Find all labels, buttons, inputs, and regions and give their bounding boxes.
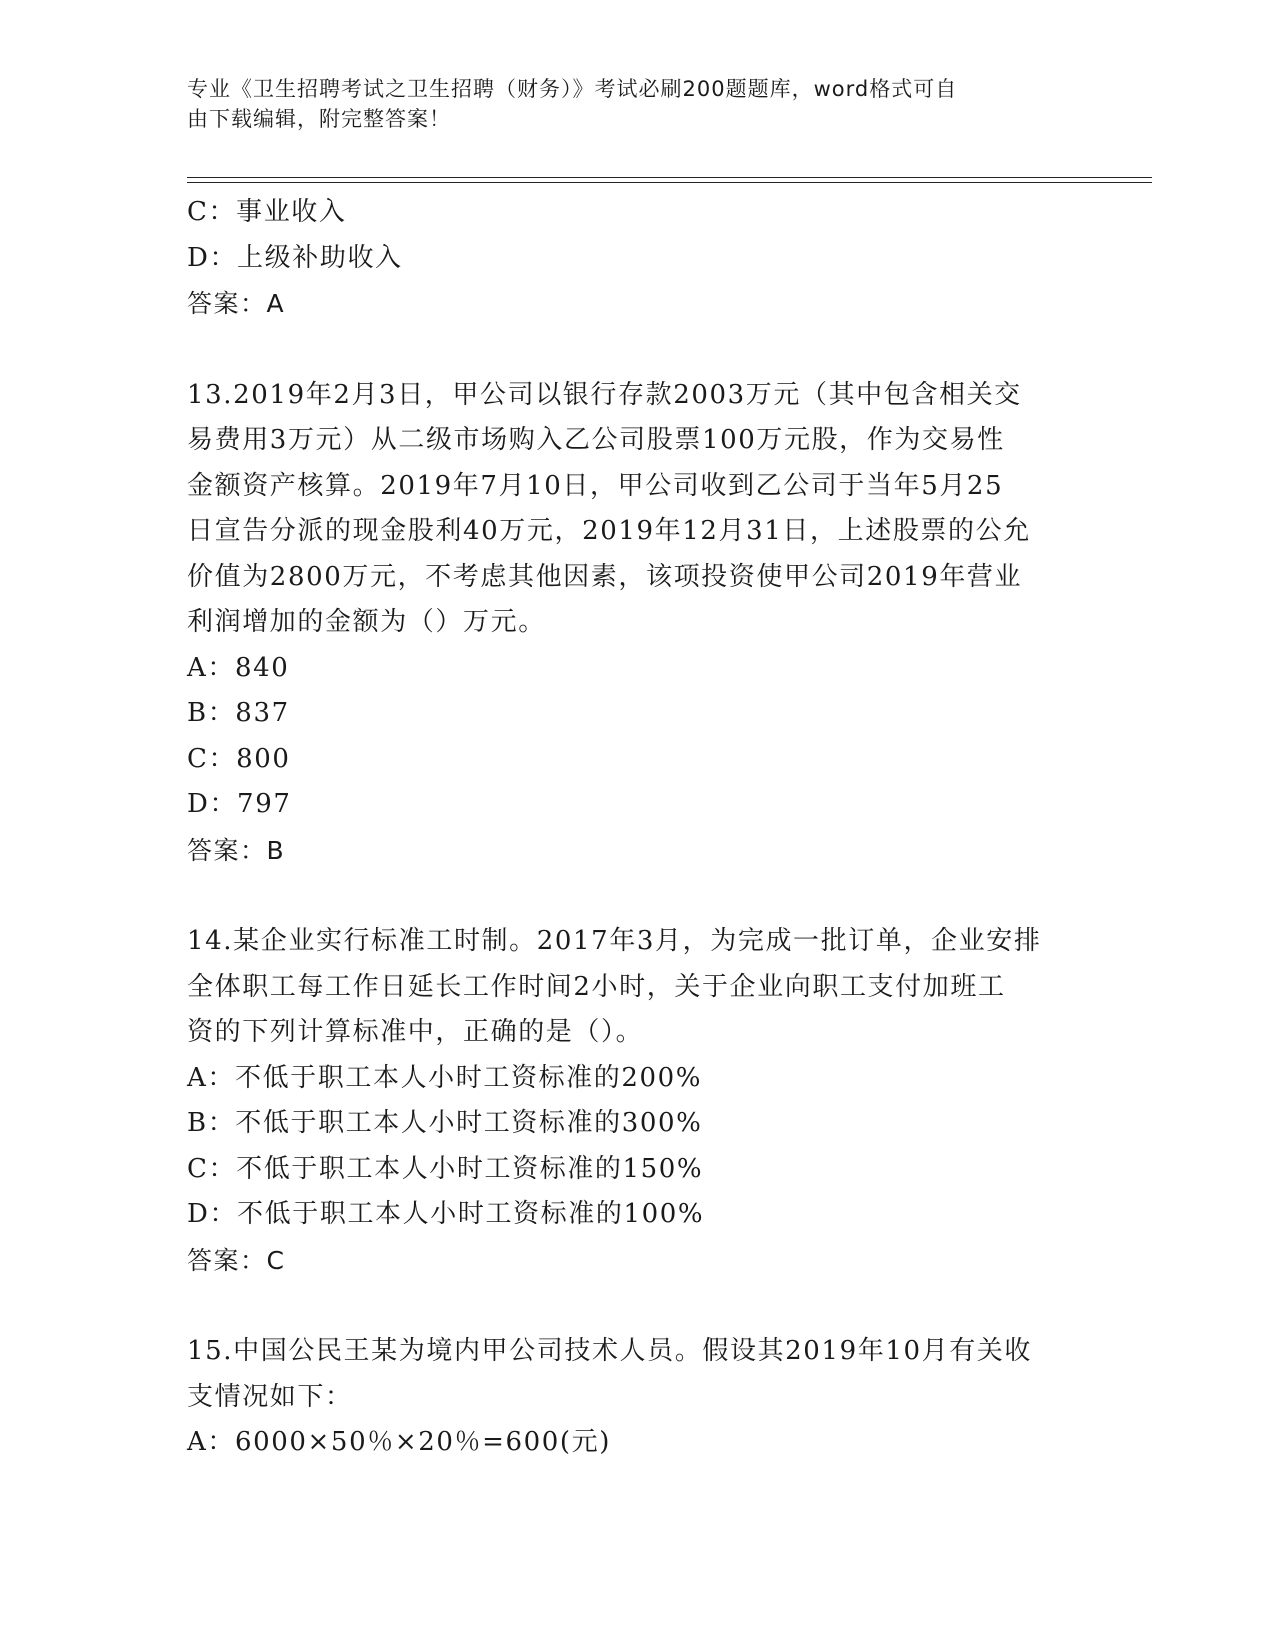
answer: 答案：B <box>187 835 286 865</box>
question-text-line: 13.2019年2月3日，甲公司以银行存款2003万元（其中包含相关交 <box>187 379 1022 410</box>
question-13 <box>187 373 1087 874</box>
option-b: B：837 <box>187 698 290 728</box>
option-a: A：不低于职工本人小时工资标准的200% <box>187 1062 703 1093</box>
document-header <box>187 74 1067 134</box>
question-15 <box>187 1329 1087 1466</box>
question-text-line: 利润增加的金额为（）万元。 <box>187 607 546 637</box>
spacer <box>187 873 1087 919</box>
header-divider-bottom <box>187 182 1152 183</box>
question-14 <box>187 919 1087 1283</box>
question-text-line: 日宣告分派的现金股利40万元，2019年12月31日，上述股票的公允 <box>187 516 1031 546</box>
spacer <box>187 327 1087 373</box>
option-c: C：不低于职工本人小时工资标准的150% <box>187 1153 704 1184</box>
answer: 答案：A <box>187 289 286 318</box>
question-text-line: 价值为2800万元，不考虑其他因素，该项投资使甲公司2019年营业 <box>187 561 1023 592</box>
option-d: D：不低于职工本人小时工资标准的100% <box>187 1199 705 1229</box>
answer: 答案：C <box>187 1245 286 1275</box>
question-text-line: 资的下列计算标准中，正确的是（）。 <box>187 1017 644 1047</box>
question-text-line: 支情况如下： <box>187 1381 353 1412</box>
question-text-line: 15.中国公民王某为境内甲公司技术人员。假设其2019年10月有关收 <box>187 1336 1033 1366</box>
question-text-line: 14.某企业实行标准工时制。2017年3月，为完成一批订单，企业安排 <box>187 926 1042 956</box>
option-b: B：不低于职工本人小时工资标准的300% <box>187 1108 703 1138</box>
question-text-line: 全体职工每工作日延长工作时间2小时，关于企业向职工支付加班工 <box>187 971 1006 1002</box>
header-line-1: 专业《卫生招聘考试之卫生招聘（财务）》考试必刷200题题库，word格式可自 <box>187 77 958 101</box>
option-c: C：800 <box>187 743 291 774</box>
header-divider-top <box>187 177 1152 178</box>
question-text-line: 易费用3万元）从二级市场购入乙公司股票100万元股，作为交易性 <box>187 425 1005 455</box>
previous-question-tail <box>187 190 1087 327</box>
option-a: A：840 <box>187 652 290 683</box>
option-d: D：797 <box>187 789 292 819</box>
option-a: A：6000×50％×20％=600(元) <box>187 1427 611 1457</box>
header-line-2: 由下载编辑，附完整答案！ <box>187 107 451 131</box>
question-content <box>187 190 1087 1466</box>
question-text-line: 金额资产核算。2019年7月10日，甲公司收到乙公司于当年5月25 <box>187 470 1004 501</box>
option-d: D：上级补助收入 <box>187 242 403 273</box>
option-c: C：事业收入 <box>187 197 347 227</box>
spacer <box>187 1283 1087 1329</box>
